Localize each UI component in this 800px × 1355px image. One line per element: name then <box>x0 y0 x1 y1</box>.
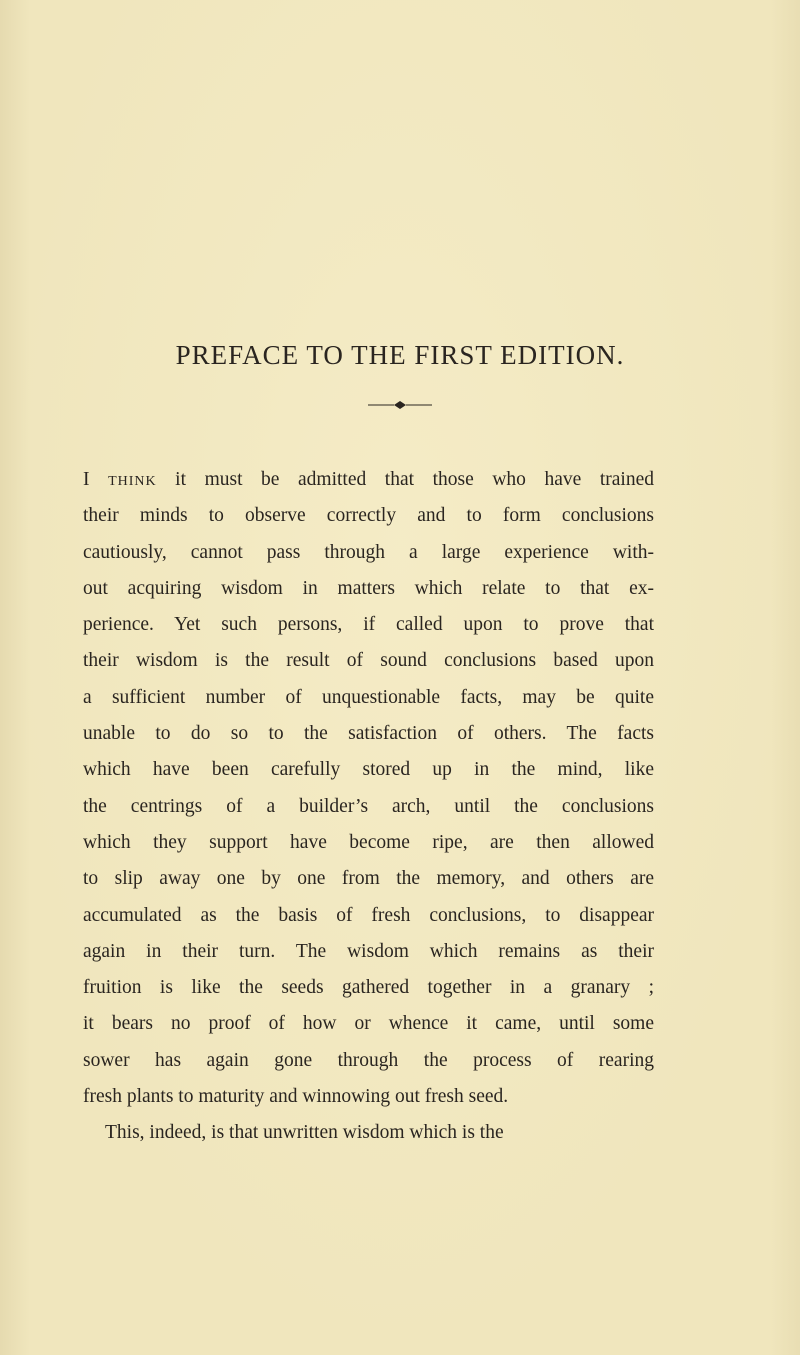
drop-word-rest: think <box>108 469 157 490</box>
text-line: fruition is like the seeds gathered together in a granary ; <box>83 977 654 999</box>
preface-text <box>83 462 654 1152</box>
first-line-text: it must be admitted that those who have trained <box>175 469 654 490</box>
text-line: again in their turn. The wisdom which remains as their <box>83 940 654 962</box>
text-line: it bears no proof of how or whence it came, until some <box>83 1013 654 1035</box>
page-title: PREFACE TO THE FIRST EDITION. <box>175 340 625 370</box>
text-line: out acquiring wisdom in matters which relate to that ex- <box>83 577 654 599</box>
text-line: a sufficient number of unquestionable facts, may be quite <box>83 686 654 708</box>
text-lines <box>83 498 654 1115</box>
text-line: cautiously, cannot pass through a large experience with- <box>83 541 654 563</box>
drop-word-initial: I <box>83 469 90 490</box>
text-line: their wisdom is the result of sound conclusions based upon <box>83 650 654 672</box>
text-line: to slip away one by one from the memory, and others are <box>83 868 654 890</box>
text-line: which they support have become ripe, are then allowed <box>83 831 654 853</box>
text-line: perience. Yet such persons, if called upon to prove that <box>83 614 654 636</box>
ornament-divider <box>368 399 432 411</box>
text-line-1 <box>83 462 654 498</box>
text-line-last: This, indeed, is that unwritten wisdom which is the <box>105 1122 504 1144</box>
text-line: accumulated as the basis of fresh conclusions, to disappear <box>83 904 654 926</box>
text-line: fresh plants to maturity and winnowing out fresh seed. <box>83 1086 509 1108</box>
text-line: unable to do so to the satisfaction of others. The facts <box>83 723 654 745</box>
text-line: the centrings of a builder’s arch, until the conclusions <box>83 795 654 817</box>
text-line: their minds to observe correctly and to form conclusions <box>83 505 654 527</box>
text-line: sower has again gone through the process of rearing <box>83 1049 654 1071</box>
text-line: which have been carefully stored up in the mind, like <box>83 759 654 781</box>
